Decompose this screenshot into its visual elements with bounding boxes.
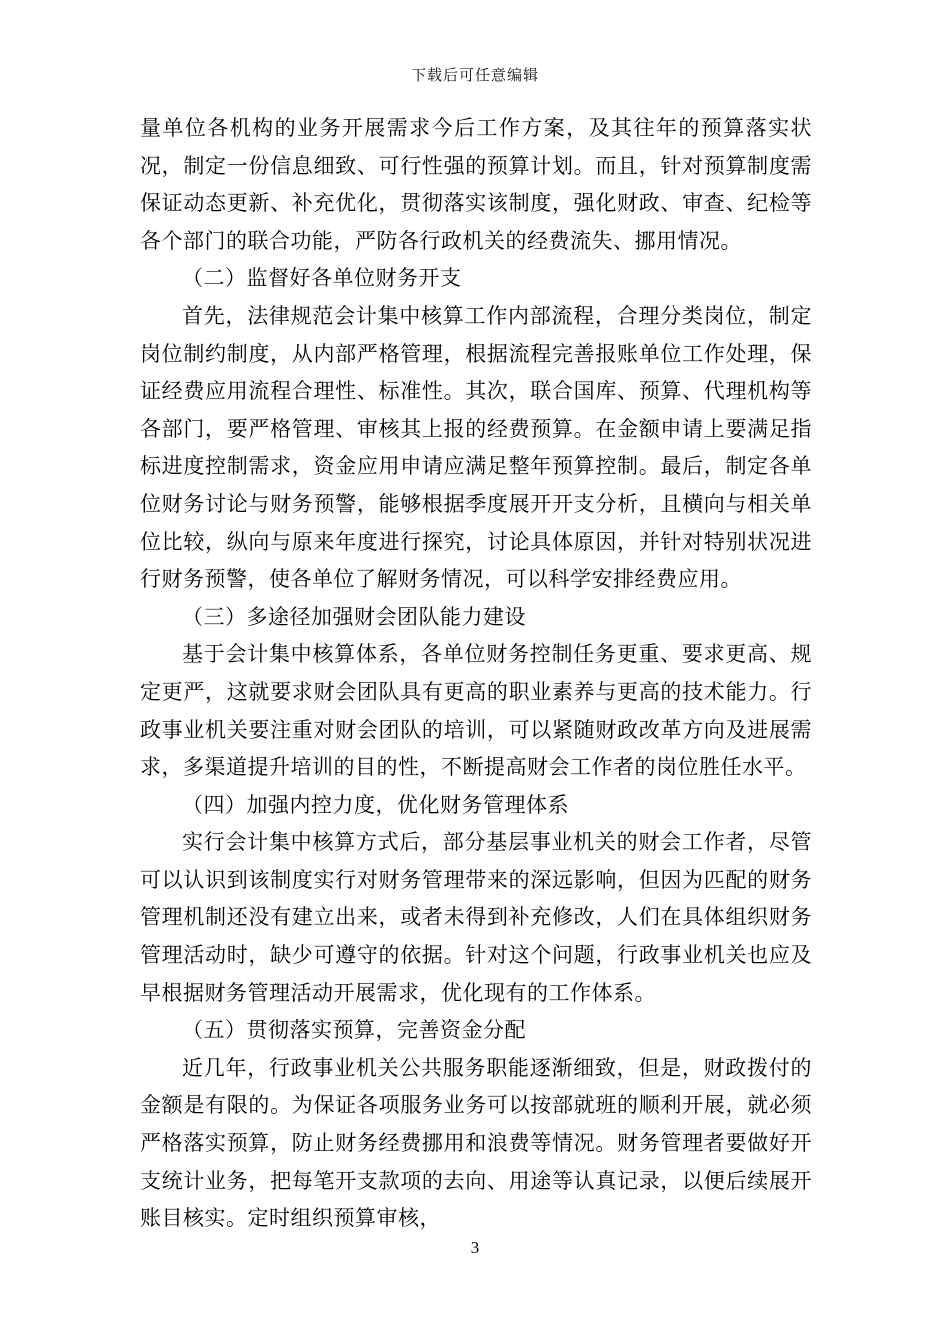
body-paragraph: 实行会计集中核算方式后，部分基层事业机关的财会工作者，尽管可以认识到该制度实行对财务管理带来的深远影响，但因为匹配的财务管理机制还没有建立出来，或者未得到补充修改，人们在具体组织财务管理活动时，缺少可遵守的依据。针对这个问题，行政事业机关也应及早根据财务管理活动开展需求，优化现有的工作体系。 <box>140 830 812 1005</box>
section-heading: （五）贯彻落实预算，完善资金分配 <box>182 1018 526 1043</box>
page-number: 3 <box>470 1238 480 1257</box>
document-body <box>140 110 812 1238</box>
header-note: 下载后可任意编辑 <box>410 68 539 84</box>
body-paragraph: 基于会计集中核算体系，各单位财务控制任务更重、要求更高、规定更严，这就要求财会团队具有更高的职业素养与更高的技术能力。行政事业机关要注重对财会团队的培训，可以紧随财政改革方向及进展需求，多渠道提升培训的目的性，不断提高财会工作者的岗位胜任水平。 <box>140 642 812 780</box>
body-paragraph: 近几年，行政事业机关公共服务职能逐渐细致，但是，财政拨付的金额是有限的。为保证各项服务业务可以按部就班的顺利开展，就必须严格落实预算，防止财务经费挪用和浪费等情况。财务管理者要做好开支统计业务，把每笔开支款项的去向、用途等认真记录，以便后续展开账目核实。定时组织预算审核， <box>140 1055 812 1231</box>
body-paragraph: 量单位各机构的业务开展需求今后工作方案，及其往年的预算落实状况，制定一份信息细致、可行性强的预算计划。而且，针对预算制度需保证动态更新、补充优化，贯彻落实该制度，强化财政、审查、纪检等各个部门的联合功能，严防各行政机关的经费流失、挪用情况。 <box>140 116 812 253</box>
section-heading: （三）多途径加强财会团队能力建设 <box>182 604 526 629</box>
body-paragraph: 首先，法律规范会计集中核算工作内部流程，合理分类岗位，制定岗位制约制度，从内部严格管理，根据流程完善报账单位工作处理，保证经费应用流程合理性、标准性。其次，联合国库、预算、代理机构等各部门，要严格管理、审核其上报的经费预算。在金额申请上要满足指标进度控制需求，资金应用申请应满足整年预算控制。最后，制定各单位财务讨论与财务预警，能够根据季度展开开支分析，且横向与相关单位比较，纵向与原来年度进行探究，讨论具体原因，并针对特别状况进行财务预警，使各单位了解财务情况，可以科学安排经费应用。 <box>140 303 812 592</box>
section-heading: （二）监督好各单位财务开支 <box>182 266 462 291</box>
section-heading: （四）加强内控力度，优化财务管理体系 <box>182 792 569 817</box>
